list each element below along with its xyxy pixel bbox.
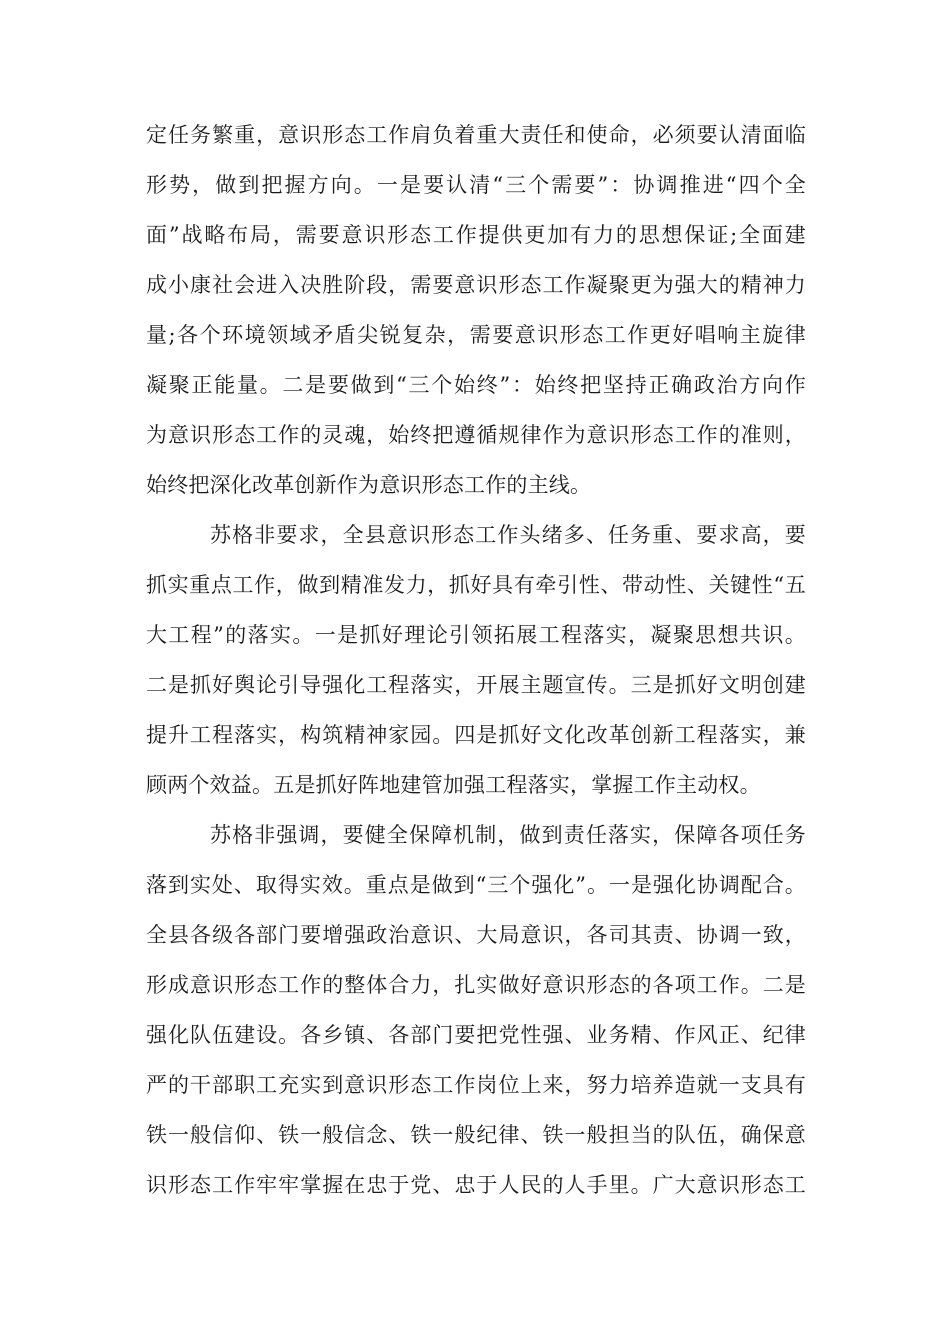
text-line: 提升工程落实，构筑精神家园。四是抓好文化改革创新工程落实，兼: [146, 723, 806, 747]
text-line: 为意识形态工作的灵魂，始终把遵循规律作为意识形态工作的准则，: [146, 423, 806, 447]
text-line: 二是抓好舆论引导强化工程落实，开展主题宣传。三是抓好文明创建: [146, 673, 806, 697]
text-line: 铁一般信仰、铁一般信念、铁一般纪律、铁一般担当的队伍，确保意: [146, 1123, 806, 1147]
paragraph-end-line: 顾两个效益。五是抓好阵地建管加强工程落实，掌握工作主动权。: [146, 773, 761, 797]
text-line: 识形态工作牢牢掌握在忠于党、忠于人民的人手里。广大意识形态工: [146, 1173, 806, 1197]
text-line: 形势，做到把握方向。一是要认清“三个需要”：协调推进“四个全: [146, 173, 806, 197]
text-line: 落到实处、取得实效。重点是做到“三个强化”。一是强化协调配合。: [146, 873, 806, 897]
paragraph-first-line: 苏格非强调，要健全保障机制，做到责任落实，保障各项任务: [210, 823, 806, 847]
text-line: 成小康社会进入决胜阶段，需要意识形态工作凝聚更为强大的精神力: [146, 273, 806, 297]
text-line: 凝聚正能量。二是要做到“三个始终”：始终把坚持正确政治方向作: [146, 373, 806, 397]
text-line: 严的干部职工充实到意识形态工作岗位上来，努力培养造就一支具有: [146, 1073, 806, 1097]
text-line: 定任务繁重，意识形态工作肩负着重大责任和使命，必须要认清面临: [146, 123, 806, 147]
text-line: 全县各级各部门要增强政治意识、大局意识，各司其责、协调一致，: [146, 923, 806, 947]
text-line: 面”战略布局，需要意识形态工作提供更加有力的思想保证;全面建: [146, 223, 806, 247]
text-line: 量;各个环境领域矛盾尖锐复杂，需要意识形态工作更好唱响主旋律: [146, 323, 806, 347]
text-line: 强化队伍建设。各乡镇、各部门要把党性强、业务精、作风正、纪律: [146, 1023, 806, 1047]
text-line: 大工程”的落实。一是抓好理论引领拓展工程落实，凝聚思想共识。: [146, 623, 806, 647]
text-line: 形成意识形态工作的整体合力，扎实做好意识形态的各项工作。二是: [146, 973, 806, 997]
paragraph-end-line: 始终把深化改革创新作为意识形态工作的主线。: [146, 473, 592, 497]
text-line: 抓实重点工作，做到精准发力，抓好具有牵引性、带动性、关键性“五: [146, 573, 806, 597]
paragraph-first-line: 苏格非要求，全县意识形态工作头绪多、任务重、要求高，要: [210, 523, 806, 547]
